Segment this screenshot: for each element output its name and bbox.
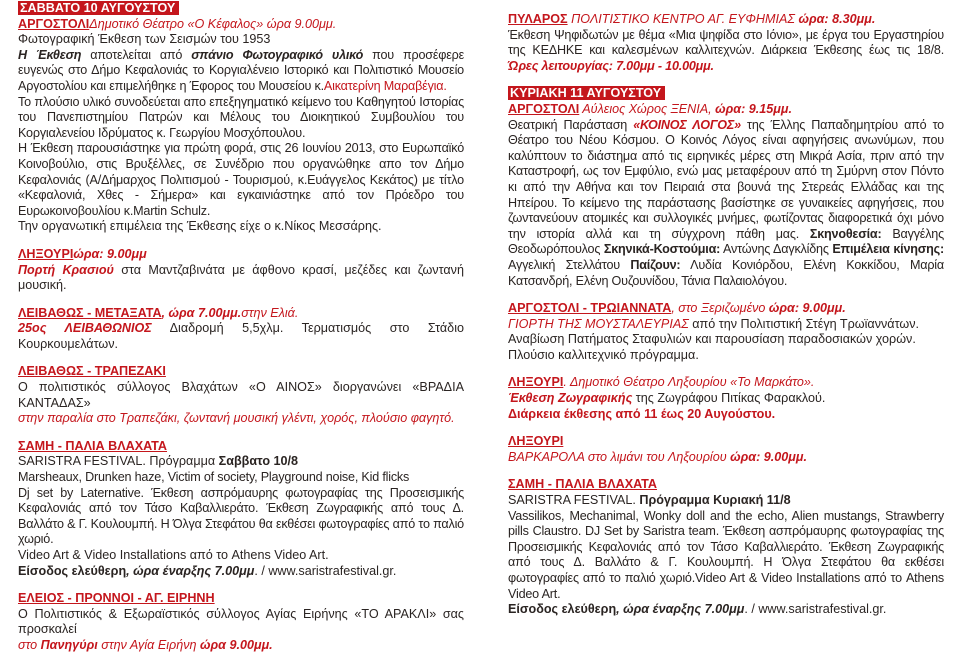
right-column [508, 0, 944, 618]
event-sami-details: Dj set by Laternative. Έκθεση ασπρόμαυρης φωτογραφίας της Προσεισμικής Κεφαλονιάς από τον Τάσο Καβαλλιεράτο. Έκθεση Ζωγραφικής από τους Δ. Βαλλάτο & Γ. Κουλουμπή. Η Όλγα Στεφάτου θα εκθέσει φωτογραφίες από το παλιό χωριό. [18, 485, 464, 547]
event-troiannata-line3: Πλούσιο καλλιτεχνικό πρόγραμμα. [508, 347, 699, 362]
exhibition-paragraph-1: Η Έκθεση αποτελείται από σπάνιο Φωτογραφικό υλικό που προσέφερε ευγενώς στο Δήμο Κεφαλονιάς το Κοργιαλένειο Ιστορικό και Πολιτιστικό Μουσείο Αργοστολίου και επιμελήθηκε η Έφορος του Μουσείου κ.Αικατερίνη Μαραβέγια. [18, 47, 464, 93]
event-pylaros-text: Έκθεση Ψηφιδωτών με θέμα «Μια ψηφίδα στο Ιόνιο», με έργα του Εργαστηρίου της ΚΕΔΗΚΕ και καλεσμένων καλλιτεχνών. Διάρκεια Έκθεσης έως τις 18/8. Ώρες λειτουργίας: 7.00μμ - 10.00μμ. [508, 27, 944, 73]
event-lixouri-markato-line2: Έκθεση Ζωγραφικής της Ζωγράφου Πιτίκας Φαρακλού. [508, 391, 826, 406]
event-troiannata-title: ΓΙΟΡΤΗ ΤΗΣ ΜΟΥΣΤΑΛΕΥΡΙΑΣ από την Πολιτιστική Στέγη Τρωϊαννάτων. [508, 316, 919, 331]
event-lixouri-heading: ΛΗΞΟΥΡΙώρα: 9.00μμ [18, 246, 147, 261]
event-sami-heading: ΣΑΜΗ - ΠΑΛΙΑ ΒΛΑΧΑΤΑ [18, 438, 168, 453]
event-eleios-text: Ο Πολιτιστικός & Εξωραϊστικός σύλλογος Αγίας Ειρήνης «ΤΟ ΑΡΑΚΛΙ» σας προσκαλεί [18, 606, 464, 637]
event-lixouri-text: Πορτή Κρασιού στα Μαντζαβινάτα με άφθονο κρασί, μεζέδες και ζωντανή μουσική. [18, 262, 464, 293]
event-eleios-location: στο Πανηγύρι στην Αγία Ειρήνη ώρα 9.00μμ. [18, 637, 273, 652]
event-argostoli-venue: ΑΡΓΟΣΤΟΛΙΔημοτικό Θέατρο «Ο Κέφαλος» ώρα 9.00μμ. [18, 16, 337, 31]
event-sami-sunday-details: Vassilikos, Mechanimal, Wonky doll and the echo, Alien mustangs, Strawberry pills Claustro. DJ Set by Saristra team. Έκθεση ασπρόμαυρης φωτογραφίας της Προσεισμικής Κεφαλονιάς από τον Τάσο Καβαλλιεράτο. Έκθεση Ζωγραφικής από τους Δ. Βαλλάτο & Γ. Κουλουμπή. Η Όλγα Στεφάτου θα εκθέσει φωτογραφίες από το παλιό χωριό.Video Art & Video Installations από το Athens Video Art. [508, 508, 944, 601]
event-sami-sunday-entry: Είσοδος ελεύθερη, ώρα έναρξης 7.00μμ. / www.saristrafestival.gr. [508, 602, 887, 617]
event-eleios-heading: ΕΛΕΙΟΣ - ΠΡΟΝΝΟΙ - ΑΓ. ΕΙΡΗΝΗ [18, 591, 215, 606]
event-argostoli-xenia-text: Θεατρική Παράσταση «ΚΟΙΝΟΣ ΛΟΓΟΣ» της Έλλης Παπαδημητρίου από το Θέατρο του Νέου Κόσμου. Ο Κοινός Λόγος είναι αφηγήσεις ανωνύμων, που καλύπτουν το διάστημα από τις ειρηνικές μέρες στη Μικρά Ασία, πριν από την Καταστροφή, ως τον Εμφύλιο, ενώ μας μεταφέρουν από τη Σμύρνη στον Πόντο κι από την Αθήνα και τον Πειραιά στα βουνά της Στερεάς Ελλάδας και της Ηπείρου. Το κείμενο της παράστασης βασίστηκε σε γυναικείες αφηγήσεις, που ζωντανεύουν ατομικές και συλλογικές μνήμες, φωτίζοντας διαφορετικά όχι μόνο την ιστορία αλλά και τη σύγχρονη πάθη μας. Σκηνοθεσία: Βαγγέλης Θεοδωρόπουλος Σκηνικά-Κοστούμια: Αντώνης Δαγκλίδης Επιμέλεια κίνησης: Αγγελική Στελλάτου Παίζουν: Λυδία Κονιόρδου, Ελένη Κοκκίδου, Μαρία Κατσανδρή, Ελένη Ουζουνίδου, Τάνια Παλαιολόγου. [508, 117, 944, 288]
exhibition-paragraph-4: Την οργανωτική επιμέλεια της Έκθεσης είχε ο κ.Νίκος Μεσσάρης. [18, 219, 382, 234]
event-leivathos-trapezaki-heading: ΛΕΙΒΑΘΩΣ - ΤΡΑΠΕΖΑΚΙ [18, 364, 166, 379]
exhibition-paragraph-3: Η Έκθεση παρουσιάστηκε για πρώτη φορά, στις 26 Ιουνίου 2013, στο Ευρωπαϊκό Κοινοβούλιο, στις Βρυξέλλες, σε Συνέδριο που οργανώθηκε απο τον Δήμο Κεφαλονιάς (Α/Δήμαρχος Πολιτισμού - Τουρισμού, κ.Ευάγγελος Κεκάτος) με τίτλο «Κεφαλονιά, Χθες - Σήμερα» και εγκαινιάστηκε από τον Πρόεδρο του Ευρωκοινοβουλίου κ.Martin Schulz. [18, 141, 464, 218]
event-lixouri-barcarola-heading: ΛΗΞΟΥΡΙ [508, 434, 564, 449]
day-header-sunday: ΚΥΡΙΑΚΗ 11 ΑΥΓΟΥΣΤΟΥ [508, 86, 665, 100]
left-column [18, 0, 464, 654]
event-lixouri-markato-heading: ΛΗΞΟΥΡΙ. Δημοτικό Θέατρο Ληξουρίου «Το Μαρκάτο». [508, 375, 815, 390]
event-troiannata-line2: Αναβίωση Πατήματος Σταφυλιών και παρουσίαση παραδοσιακών χορών. [508, 332, 916, 347]
event-sami-lineup: Marsheaux, Drunken haze, Victim of society, Playground noise, Kid flicks [18, 470, 410, 485]
event-leivathos-metaxata-heading: ΛΕΙΒΑΘΩΣ - ΜΕΤΑΞΑΤΑ, ώρα 7.00μμ.στην Ελιά. [18, 305, 299, 320]
event-sami-sunday-program: SARISTRA FESTIVAL. Πρόγραμμα Κυριακή 11/8 [508, 493, 791, 508]
event-troiannata-heading: ΑΡΓΟΣΤΟΛΙ - ΤΡΩΙΑΝΝΑΤΑ, στο Ξεριζωμένο ώρα: 9.00μμ. [508, 301, 846, 316]
exhibition-title: Φωτογραφική Έκθεση των Σεισμών του 1953 [18, 32, 271, 47]
event-sami-sunday-heading: ΣΑΜΗ - ΠΑΛΙΑ ΒΛΑΧΑΤΑ [508, 477, 658, 492]
event-leivathos-metaxata-text: 25ος ΛΕΙΒΑΘΩΝΙΟΣ Διαδρομή 5,5χλμ. Τερματισμός στο Στάδιο Κουρκουμελάτων. [18, 321, 464, 351]
day-header-saturday: ΣΑΒΒΑΤΟ 10 ΑΥΓΟΥΣΤΟΥ [18, 1, 179, 15]
event-leivathos-trapezaki-location: στην παραλία στο Τραπεζάκι, ζωντανή μουσική γλέντι, χορός, πλούσιο φαγητό. [18, 411, 455, 426]
event-argostoli-xenia-heading: ΑΡΓΟΣΤΟΛΙ Αύλειος Χώρος ΞΕΝΙΑ, ώρα: 9.15μμ. [508, 101, 792, 116]
event-sami-entry: Είσοδος ελεύθερη, ώρα έναρξης 7.00μμ. / www.saristrafestival.gr. [18, 563, 397, 578]
exhibition-paragraph-2: Το πλούσιο υλικό συνοδεύεται απο επεξηγηματικό κείμενο του Καθηγητού Ιστορίας του Πανεπιστημίου Πατρών και Μέλους του Διοικητικού Συμβουλίου του Κοργιαλενείου Ιδρύματος κ. Γεωργίου Μοσχόπουλου. [18, 94, 464, 140]
event-sami-program: SARISTRA FESTIVAL. Πρόγραμμα Σαββατο 10/8 [18, 454, 299, 469]
event-lixouri-markato-line3: Διάρκεια έκθεσης από 11 έως 20 Αυγούστου. [508, 406, 776, 421]
event-lixouri-barcarola-text: ΒΑΡΚΑΡΟΛΑ στο λιμάνι του Ληξουρίου ώρα: 9.00μμ. [508, 449, 807, 464]
event-sami-video: Video Art & Video Installations από το Athens Video Art. [18, 548, 329, 562]
event-pylaros-heading: ΠΥΛΑΡΟΣ ΠΟΛΙΤΙΣΤΙΚΟ ΚΕΝΤΡΟ ΑΓ. ΕΥΦΗΜΙΑΣ ώρα: 8.30μμ. [508, 12, 876, 26]
event-leivathos-trapezaki-text: Ο πολιτιστικός σύλλογος Βλαχάτων «Ο ΑΙΝΟΣ» διοργανώνει «ΒΡΑΔΙΑ ΚΑΝΤΑΔΑΣ» [18, 380, 464, 410]
